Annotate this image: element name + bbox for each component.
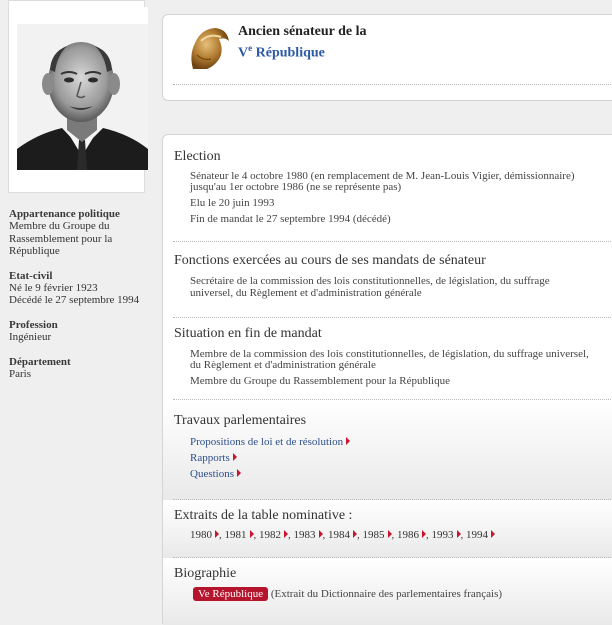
travaux-section bbox=[163, 400, 612, 500]
biographie-row bbox=[193, 587, 502, 601]
year-link-1983[interactable]: 1983 bbox=[293, 529, 316, 541]
year-link-1984[interactable]: 1984 bbox=[328, 529, 350, 541]
arrow-right-icon bbox=[353, 530, 357, 538]
extraits-section bbox=[163, 500, 612, 558]
situation-line: Membre du Groupe du Rassemblement pour la République bbox=[190, 375, 450, 387]
election-line: Elu le 20 juin 1993 bbox=[190, 197, 275, 209]
death-date: Décédé le 27 septembre 1994 bbox=[9, 294, 140, 307]
extraits-heading: Extraits de la table nominative : bbox=[174, 508, 353, 523]
etat-civil-label: Etat-civil bbox=[9, 269, 53, 282]
departement-section bbox=[9, 356, 149, 381]
situation-line: Membre de la commission des lois constitutionnelles, de législation, du suffrage universel, bbox=[190, 348, 589, 360]
profession-label: Profession bbox=[9, 318, 58, 331]
departement-label: Département bbox=[9, 355, 71, 368]
departement-value: Paris bbox=[9, 368, 31, 381]
election-heading: Election bbox=[174, 149, 221, 164]
arrow-right-icon bbox=[346, 437, 350, 445]
ve-republique-button[interactable]: Ve République bbox=[193, 587, 268, 601]
divider bbox=[173, 499, 612, 500]
link-propositions-label[interactable]: Propositions de loi et de résolution bbox=[190, 436, 344, 448]
arrow-right-icon bbox=[457, 530, 461, 538]
birth-date: Né le 9 février 1923 bbox=[9, 282, 98, 295]
biographie-heading: Biographie bbox=[174, 566, 237, 581]
arrow-right-icon bbox=[422, 530, 426, 538]
situation-line: du Règlement et d'administration générale bbox=[190, 359, 376, 371]
subtitle-sup: e bbox=[248, 43, 253, 53]
senator-portrait bbox=[17, 24, 148, 170]
portrait-frame bbox=[8, 0, 145, 193]
subtitle-suffix: République bbox=[252, 45, 325, 61]
arrow-right-icon bbox=[215, 530, 219, 538]
arrow-right-icon bbox=[319, 530, 323, 538]
arrow-right-icon bbox=[284, 530, 288, 538]
link-questions[interactable] bbox=[190, 468, 241, 480]
link-questions-label[interactable]: Questions bbox=[190, 468, 234, 480]
profession-value: Ingénieur bbox=[9, 331, 52, 344]
arrow-right-icon bbox=[233, 453, 237, 461]
year-link-1994[interactable]: 1994 bbox=[466, 529, 488, 541]
year-links: 1980 , 1981 , 1982 , 1983 , 1984 , 1985 , 1986 , 1993 , 1994 bbox=[190, 529, 495, 541]
senator-details bbox=[9, 208, 149, 392]
election-line: Sénateur le 4 octobre 1980 (en remplacement de M. Jean-Louis Vigier, démissionnaire) bbox=[190, 170, 575, 182]
appartenance-label: Appartenance politique bbox=[9, 208, 120, 220]
fonctions-heading: Fonctions exercées au cours de ses mandats de sénateur bbox=[174, 253, 486, 268]
marianne-medallion-icon bbox=[187, 25, 231, 71]
election-line: jusqu'au 1er octobre 1986 (ne se représente pas) bbox=[190, 181, 402, 193]
page-title: Ancien sénateur de la bbox=[238, 24, 367, 39]
election-section bbox=[163, 135, 612, 242]
biographie-section bbox=[163, 558, 612, 625]
year-link-1980[interactable]: 1980 bbox=[190, 529, 212, 541]
header-divider bbox=[173, 84, 612, 85]
page-subtitle bbox=[238, 43, 325, 62]
header-card bbox=[162, 14, 612, 101]
situation-heading: Situation en fin de mandat bbox=[174, 326, 322, 341]
profession-section bbox=[9, 319, 149, 344]
situation-section bbox=[163, 318, 612, 400]
link-rapports-label[interactable]: Rapports bbox=[190, 452, 230, 464]
year-link-1993[interactable]: 1993 bbox=[431, 529, 454, 541]
year-link-1986[interactable]: 1986 bbox=[397, 529, 419, 541]
travaux-heading: Travaux parlementaires bbox=[174, 413, 307, 428]
election-line: Fin de mandat le 27 septembre 1994 (décédé) bbox=[190, 213, 391, 225]
biographie-note: (Extrait du Dictionnaire des parlementaires français) bbox=[270, 588, 503, 600]
arrow-right-icon bbox=[388, 530, 392, 538]
arrow-right-icon bbox=[250, 530, 254, 538]
subtitle-prefix: V bbox=[238, 45, 249, 61]
appartenance-line: Membre du Groupe du bbox=[9, 220, 110, 233]
fonctions-section bbox=[163, 242, 612, 318]
arrow-right-icon bbox=[237, 469, 241, 477]
main-card bbox=[162, 134, 612, 624]
fonctions-line: Secrétaire de la commission des lois constitutionnelles, de législation, du suffrage bbox=[190, 275, 550, 287]
link-propositions[interactable] bbox=[190, 436, 350, 448]
year-link-1981[interactable]: 1981 bbox=[224, 529, 247, 541]
appartenance-line: Rassemblement pour la bbox=[9, 232, 113, 245]
appartenance-line: République bbox=[9, 245, 60, 258]
arrow-right-icon bbox=[491, 530, 495, 538]
fonctions-line: universel, du Règlement et d'administration générale bbox=[190, 287, 422, 299]
year-link-1985[interactable]: 1985 bbox=[362, 529, 385, 541]
etat-civil-section bbox=[9, 270, 149, 307]
year-link-1982[interactable]: 1982 bbox=[259, 529, 281, 541]
appartenance-section bbox=[9, 208, 149, 258]
link-rapports[interactable] bbox=[190, 452, 237, 464]
